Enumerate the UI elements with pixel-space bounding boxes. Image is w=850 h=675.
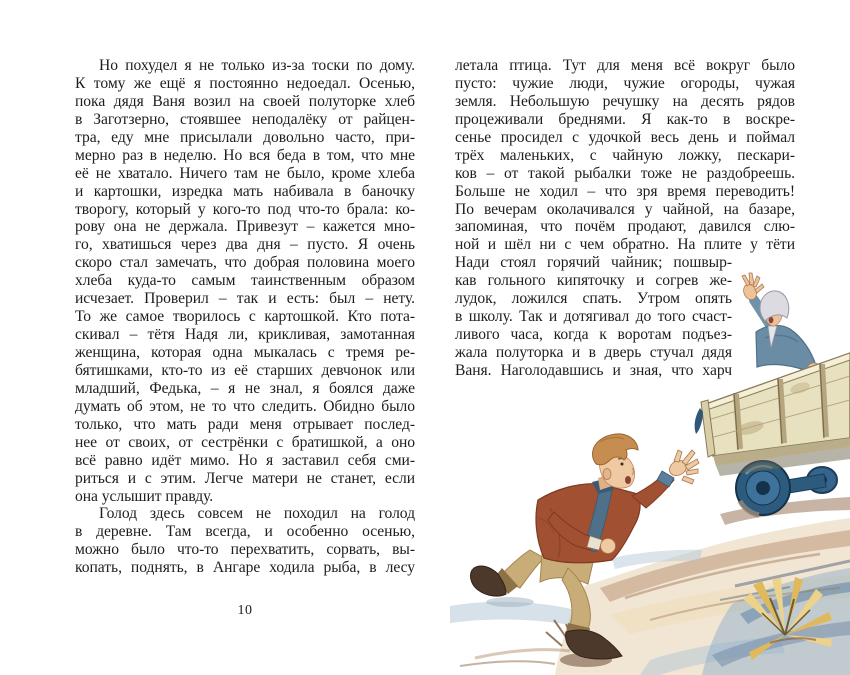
text-line: То же самое творилось с картошкой. Кто пота-	[75, 308, 415, 326]
text-line: хлеба куда-то самым таинственным образом	[75, 272, 415, 290]
woman-figure	[741, 273, 820, 373]
text-line: Больше не ходил – что зря время переводить!	[455, 182, 795, 200]
text-line: и картошки, изредка мать набивала в баночку	[75, 182, 415, 200]
left-page-text	[75, 57, 415, 577]
text-line: Голод здесь совсем не походил на голод	[99, 505, 415, 523]
text-line: По вечерам околачивался у чайной, на базаре,	[455, 200, 795, 218]
text-line: кав гольного кипяточку и согрев же-	[455, 272, 732, 290]
text-line: ливого часа, когда к воротам подъез-	[455, 326, 732, 344]
text-line: её не хватало. Ничего там не было, кроме хлеба	[75, 164, 415, 182]
text-line: лудок, ложился спать. Утром опять	[455, 290, 732, 308]
text-line: риться и с этим. Легче матери не станет, если	[75, 469, 415, 487]
text-line: женщина, которая одна мыкалась с тремя ре-	[75, 344, 415, 361]
text-line: летала птица. Тут для меня всё вокруг было	[455, 57, 795, 74]
text-line: Но похудел я не только из-за тоски по дому.	[99, 57, 415, 74]
text-line: мерно раз в неделю. Но вся беда в том, что мне	[75, 146, 415, 164]
text-line: в Заготзерно, стоявшее неподалёку от райцен-	[75, 110, 415, 128]
text-line: исчезает. Проверил – так и есть: был – нету.	[75, 290, 415, 308]
text-line: рову она не держала. Привезут – кажется мно-	[75, 218, 415, 236]
text-line: думать об этом, не то что следить. Обидно было	[75, 397, 415, 415]
text-line: ной и шёл ни с чем обратно. На плите у тёти	[455, 236, 795, 254]
text-line: всё равно идёт мимо. Но я заставил себя сми-	[75, 451, 415, 469]
text-line: жала полуторка и в дверь стучал дядя	[455, 344, 732, 361]
text-line: го, хватишься через два дня – пусто. Я очень	[75, 236, 415, 254]
text-line: творогу, который у кого-то под что-то брала: ко-	[75, 200, 415, 218]
text-line: младший, Федька, – я не знал, я боялся даже	[75, 379, 415, 397]
text-line: земля. Небольшую речушку на десять рядов	[455, 92, 795, 110]
text-line: скивал – тётя Надя ли, крикливая, замотанная	[75, 326, 415, 344]
text-line: ков – от такой рыбалки тоже не раздобреешь.	[455, 164, 795, 182]
text-line: пусто: чужие люди, чужие огороды, чужая	[455, 74, 795, 92]
text-line: она услышит правду.	[75, 487, 214, 505]
text-line: запоминая, что почём продают, давился слю-	[455, 218, 795, 236]
book-illustration	[450, 268, 850, 675]
text-line: сенье просидел с удочкой весь день и поймал	[455, 128, 795, 146]
text-line: процеживали бреднями. Я как-то в воскре-	[455, 110, 795, 128]
paragraph	[75, 57, 415, 505]
truck-bed	[695, 353, 850, 476]
text-line: скоро стал замечать, что добрая половина моего	[75, 254, 415, 272]
text-line: Нади стоял горячий чайник; пошвыр-	[455, 254, 732, 272]
text-line: в школу. Так и дотягивал до того счаст-	[455, 308, 732, 326]
page-number: 10	[237, 603, 253, 618]
text-line: К тому же ещё я постоянно недоедал. Осенью,	[75, 74, 415, 92]
text-line: нее от своих, от сестрёнки с братишкой, а оно	[75, 433, 415, 451]
text-line: только, что мать ради меня отрывает послед-	[75, 415, 415, 433]
paragraph	[75, 505, 415, 577]
text-line: Ваня. Наголодавшись и зная, что харч	[455, 361, 732, 379]
text-line: пока дядя Ваня возил на своей полуторке хлеб	[75, 92, 415, 110]
text-line: тра, еду мне присылали довольно часто, при-	[75, 128, 415, 146]
text-line: трёх маленьких, с чайную ложку, пескари-	[455, 146, 795, 164]
text-line: можно было что-то перехватить, сорвать, вы-	[75, 541, 415, 559]
text-line: бятишками, кто-то из её старших девчонок или	[75, 361, 415, 379]
text-line: в деревне. Там всегда, и особенно осенью,	[75, 523, 415, 541]
woman-hand	[741, 273, 764, 302]
text-line: копать, поднять, в Ангаре ходила рыба, в лесу	[75, 559, 415, 577]
